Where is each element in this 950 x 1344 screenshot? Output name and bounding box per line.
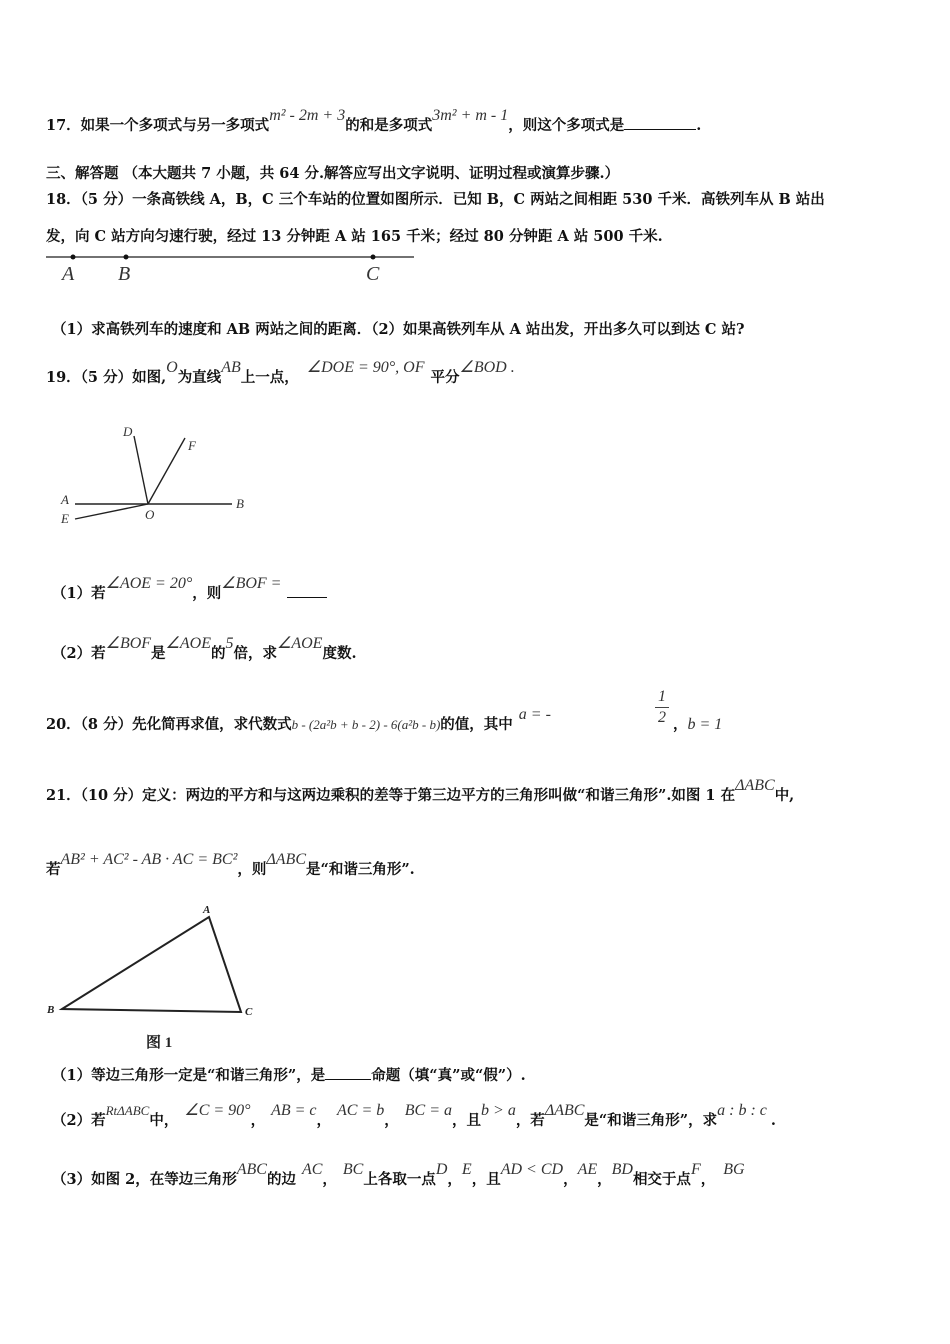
q19-s2-t2: 的 — [211, 645, 226, 662]
q19-s2-t1: 是 — [151, 645, 166, 662]
q19-s2-aoe: ∠AOE — [165, 635, 211, 652]
q21-s3-bg: BG — [723, 1161, 745, 1178]
q18-label-b: B — [118, 263, 131, 285]
q19-label-e: E — [61, 511, 69, 526]
q20-expression: b - (2a²b + b - 2) - 6(a²b - b) — [291, 717, 441, 732]
q19-label-b: B — [236, 496, 244, 511]
q21-label-c: C — [245, 1006, 253, 1018]
q21-s2-pre: （2）若 — [52, 1112, 106, 1129]
q21-s2-mid: 中， — [149, 1112, 179, 1129]
q21-s2-ac: AC = b — [337, 1102, 385, 1119]
q21-figure-caption: 图 1 — [146, 1035, 173, 1051]
q19-s2-bof: ∠BOF — [105, 635, 152, 652]
q17-suffix: ，则这个多项式是 — [508, 117, 625, 134]
q17-middle: 的和是多项式 — [345, 117, 433, 134]
q21-definition: 21．（10 分）定义：两边的平方和与这两边乘积的差等于第三边平方的三角形叫做“和谐三角形”.如图 1 在 — [46, 787, 736, 804]
q21-s3-ae: AE — [577, 1161, 598, 1178]
q18-point-c — [371, 255, 376, 260]
q19-s2-aoe2: ∠AOE — [277, 635, 323, 652]
q21-figure1 — [40, 895, 270, 1060]
q21-label-a: A — [203, 904, 211, 916]
q21-s2-and: ，且 — [452, 1112, 482, 1129]
q21-line1 — [46, 777, 795, 805]
q21-s3-meet: 相交于点 — [632, 1171, 691, 1188]
q21-sub2 — [52, 1102, 776, 1130]
q19-s2-t4: 度数. — [322, 645, 357, 662]
q19-line — [46, 359, 515, 387]
q19-ray-oe — [75, 504, 148, 519]
q19-s2-pre: （2）若 — [52, 645, 106, 662]
q21-is: 是“和谐三角形”. — [305, 861, 415, 878]
q17-prefix: 17．如果一个多项式与另一多项式 — [46, 117, 270, 134]
q19-sub2 — [52, 635, 357, 663]
q19-s1-condition: ∠AOE = 20° — [105, 575, 193, 592]
q18-label-a: A — [62, 263, 75, 285]
q19-prefix: 19．（5 分）如图, — [46, 369, 167, 386]
q19-o: O — [166, 359, 178, 376]
q21-s2-comma2: ， — [316, 1112, 332, 1129]
q21-s2-if: ，若 — [515, 1112, 545, 1129]
q19-s2-t3: 倍，求 — [233, 645, 277, 662]
q20-line — [46, 706, 551, 734]
q19-s2-five: 5 — [225, 635, 234, 652]
q21-s3-comma2: ， — [447, 1171, 462, 1188]
q21-s2-angle-c: ∠C = 90° — [184, 1102, 251, 1119]
q17-expr2: 3m² + m - 1 — [432, 107, 509, 124]
q21-triangle — [62, 917, 241, 1012]
q19-bod: ∠BOD . — [459, 359, 515, 376]
q19-sub1 — [52, 575, 327, 603]
q21-s3-comma1: ， — [322, 1171, 337, 1188]
q21-s2-bc: BC = a — [404, 1102, 453, 1119]
section3-title: 三、解答题 （本大题共 7 小题，共 64 分.解答应写出文字说明、证明过程或演算步骤.） — [46, 165, 620, 182]
q19-t2: 上一点， — [240, 369, 299, 386]
q21-s2-ba: b > a — [481, 1102, 516, 1119]
q19-condition: ∠DOE = 90°, OF — [306, 359, 425, 376]
q18-point-b — [124, 255, 129, 260]
q19-t3: 平分 — [430, 369, 460, 386]
q21-line2 — [46, 851, 415, 879]
q21-if: 若 — [46, 861, 61, 878]
q20-a-eq: a = - — [518, 706, 551, 723]
q19-s1-mid: ，则 — [192, 585, 222, 602]
q18-point-a — [71, 255, 76, 260]
q21-s3-pre: （3）如图 2，在等边三角形 — [52, 1171, 237, 1188]
q19-s1-pre: （1）若 — [52, 585, 106, 602]
q21-label-b: B — [47, 1004, 55, 1016]
q19-t1: 为直线 — [177, 369, 222, 386]
q20-fraction-numerator: 1 — [658, 688, 666, 705]
q17-expr1: m² - 2m + 3 — [269, 107, 346, 124]
q21-tri2: ΔABC — [266, 851, 306, 868]
q19-ab: AB — [221, 359, 241, 376]
q21-mid1: 中, — [774, 787, 795, 804]
q21-s3-e: E — [461, 1161, 472, 1178]
q21-s3-comma5: ， — [700, 1171, 716, 1188]
q18-figure — [40, 248, 420, 288]
q17-answer-blank[interactable] — [624, 129, 696, 130]
q20-mid: 的值，其中 — [440, 716, 513, 733]
q21-sub1 — [52, 1064, 526, 1085]
q20-fraction — [655, 688, 669, 727]
q21-s3-cond: AD < CD — [500, 1161, 564, 1178]
q18-line2: 发，向 C 站方向匀速行驶，经过 13 分钟距 A 站 165 千米；经过 80 分钟距 A 站 500 千米. — [46, 228, 663, 245]
q19-label-o: O — [145, 507, 155, 522]
q21-s3-f: F — [690, 1161, 701, 1178]
q21-s2-ab: AB = c — [271, 1102, 317, 1119]
q21-s2-end: . — [770, 1112, 776, 1129]
q19-ray-of — [148, 438, 185, 504]
q21-s3-abc: ABC — [236, 1161, 267, 1178]
q21-s3-edge: 的边 — [266, 1171, 296, 1188]
q20-fraction-bar — [655, 707, 669, 708]
q19-figure — [55, 418, 260, 533]
q21-s3-and: ，且 — [471, 1171, 501, 1188]
q19-label-d: D — [123, 424, 133, 439]
q21-s2-rt: RtΔABC — [105, 1103, 150, 1118]
q17-line — [46, 107, 702, 135]
q21-tri: ΔABC — [735, 777, 775, 794]
q21-s2-ratio: a : b : c — [717, 1102, 767, 1119]
q21-formula: AB² + AC² - AB · AC = BC² — [60, 851, 238, 868]
q20-comma: ， — [673, 716, 688, 733]
q20-fraction-denominator: 2 — [658, 709, 666, 726]
q19-label-a: A — [61, 492, 69, 507]
q17-end: . — [696, 117, 702, 134]
q21-s1-post: 命题（填“真”或“假”）. — [371, 1067, 526, 1084]
q21-s3-bc: BC — [342, 1161, 364, 1178]
q21-s3-comma4: ， — [597, 1171, 612, 1188]
q20-b-eq: b = 1 — [687, 716, 723, 733]
q21-then: ，则 — [237, 861, 267, 878]
q19-ray-od — [134, 436, 148, 504]
q21-s3-d: D — [435, 1161, 448, 1178]
q21-s2-comma1: ， — [250, 1112, 266, 1129]
q20-b-part — [673, 713, 722, 734]
q21-s1-pre: （1）等边三角形一定是“和谐三角形”，是 — [52, 1067, 326, 1084]
q18-line1: 18．（5 分）一条高铁线 A，B，C 三个车站的位置如图所示．已知 B，C 两站之间相距 530 千米．高铁列车从 B 站出 — [46, 191, 825, 208]
q21-sub3 — [52, 1161, 745, 1189]
q19-s1-ask: ∠BOF = — [221, 575, 282, 592]
q19-label-f: F — [188, 438, 196, 453]
q18-label-c: C — [366, 263, 380, 285]
q21-s1-answer-blank[interactable] — [325, 1079, 371, 1080]
q21-s3-comma3: ， — [563, 1171, 578, 1188]
q21-s3-bd: BD — [611, 1161, 633, 1178]
q20-prefix: 20．（8 分）先化简再求值，求代数式 — [46, 716, 292, 733]
q21-s2-is: 是“和谐三角形”，求 — [584, 1112, 718, 1129]
q19-s1-answer-blank[interactable] — [287, 597, 327, 598]
q21-s3-ac: AC — [301, 1161, 323, 1178]
q21-s2-tri: ΔABC — [544, 1102, 585, 1119]
q21-s2-comma3: ， — [384, 1112, 399, 1129]
q18-subquestions: （1）求高铁列车的速度和 AB 两站之间的距离．（2）如果高铁列车从 A 站出发，开出多久可以到达 C 站? — [52, 321, 745, 338]
q21-s3-take: 上各取一点 — [363, 1171, 436, 1188]
